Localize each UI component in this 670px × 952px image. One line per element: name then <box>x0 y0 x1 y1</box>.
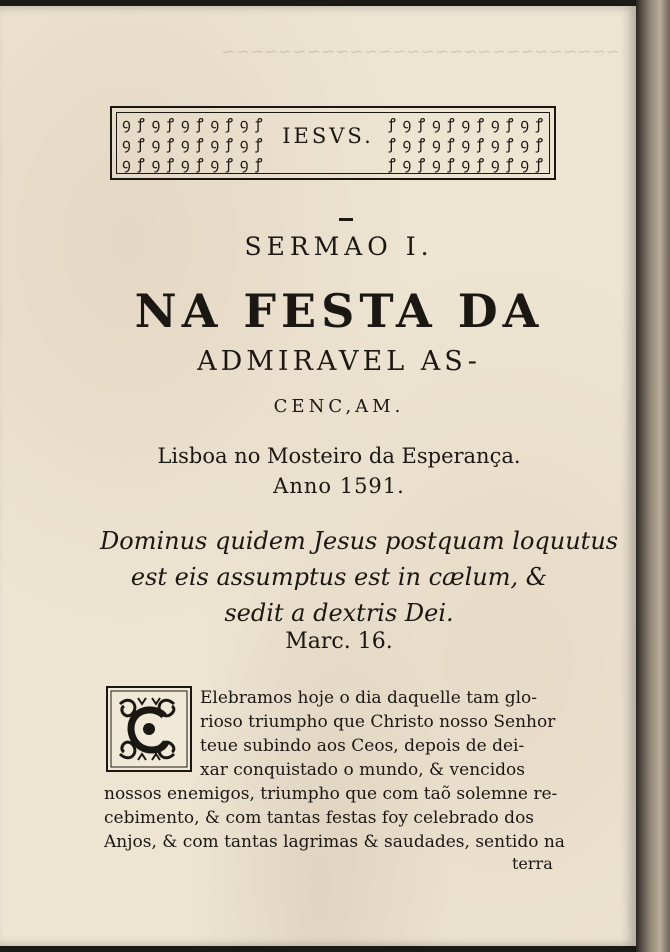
tilde-mark <box>339 218 353 221</box>
headpiece-ornament-left: ꝯ ꝭ ꝯ ꝭ ꝯ ꝭ ꝯ ꝭ ꝯ ꝭ ꝯ ꝭ ꝯ ꝭ ꝯ ꝭ ꝯ ꝭ ꝯ ꝭ ꝯ ꝭ ꝯ ꝭ ꝯ ꝭ ꝯ ꝭ ꝯ ꝭ <box>122 115 264 173</box>
decorative-headpiece <box>110 106 556 180</box>
headpiece-title: IESVS. <box>282 124 374 148</box>
quote-line-2: est eis assumptus est in cælum, & <box>130 563 548 591</box>
quote-line-3: sedit a dextris Dei. <box>224 599 454 627</box>
page-edge <box>636 0 670 952</box>
body-line: rioso triumpho que Christo nosso Senhor <box>200 712 556 732</box>
body-line: xar conquistado o mundo, & vencidos <box>200 760 525 780</box>
body-line: Anjos, & com tantas lagrimas & saudades, sentido na <box>104 832 565 852</box>
book-page <box>0 6 636 946</box>
title-line-1: NA FESTA DA <box>134 284 544 338</box>
quote-citation: Marc. 16. <box>285 629 393 654</box>
body-line: cebimento, & com tantas festas foy celebrado dos <box>104 808 535 828</box>
sermon-number: SERMAO I. <box>244 232 434 261</box>
body-line: Elebramos hoje o dia daquelle tam glo- <box>200 688 537 708</box>
title-line-2: ADMIRAVEL AS- <box>197 346 481 377</box>
decorated-initial-c <box>106 686 192 772</box>
year-line: Anno 1591. <box>273 474 405 498</box>
title-line-3: CENC,AM. <box>273 396 405 417</box>
show-through-text: ~~~~~~~~~~~~~~~~~~~~~~~~~~~~ <box>221 42 620 62</box>
quote-line-1: Dominus quidem Jesus postquam loquutus <box>100 527 619 555</box>
body-line: teue subindo aos Ceos, depois de dei- <box>200 736 525 756</box>
headpiece-ornament-right: ꝭ ꝯ ꝭ ꝯ ꝭ ꝯ ꝭ ꝯ ꝭ ꝯ ꝭ ꝭ ꝯ ꝭ ꝯ ꝭ ꝯ ꝭ ꝯ ꝭ ꝯ ꝭ ꝭ ꝯ ꝭ ꝯ ꝭ ꝯ ꝭ ꝯ ꝭ ꝯ ꝭ <box>388 115 544 173</box>
body-line: nossos enemigos, triumpho que com taõ solemne re- <box>104 784 558 804</box>
catchword: terra <box>512 854 553 873</box>
place-line: Lisboa no Mosteiro da Esperança. <box>157 444 521 468</box>
